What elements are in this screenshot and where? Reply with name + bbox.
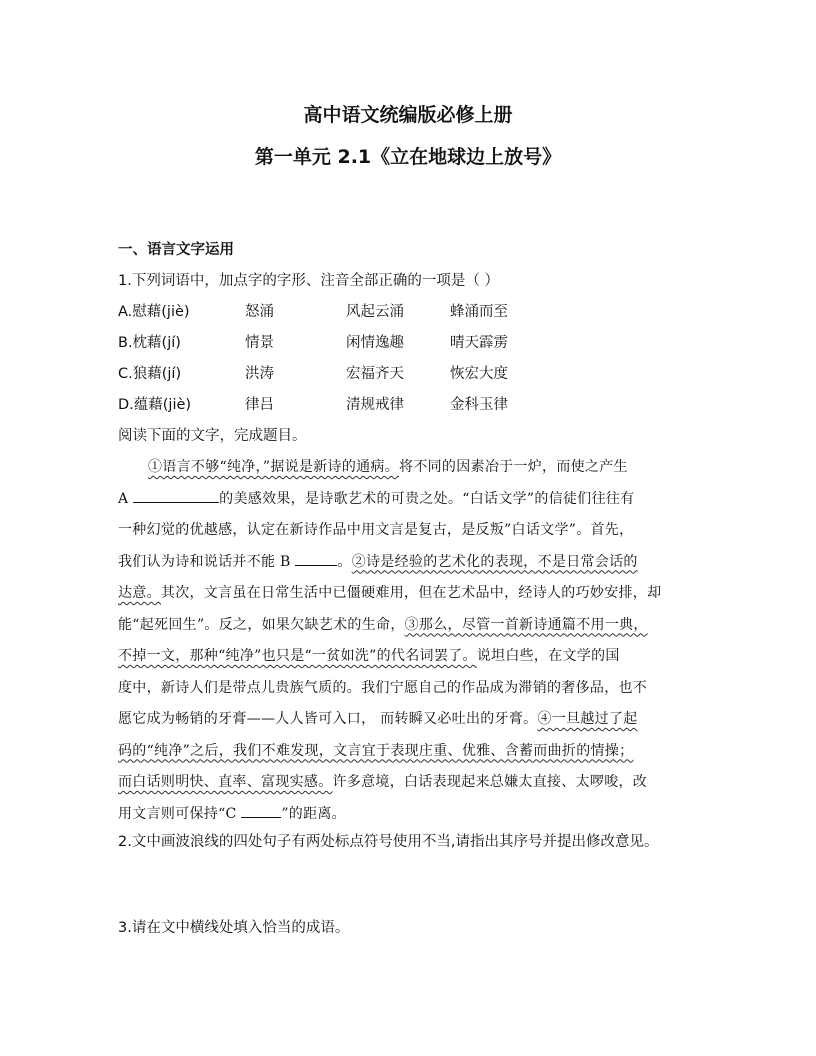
document-title: 高中语文统编版必修上册: [303, 104, 513, 126]
blank-c: [241, 801, 281, 818]
question-1-stem: 1.下列词语中，加点字的字形、注音全部正确的一项是（ ）: [118, 273, 499, 289]
option-word: 清规戒律: [346, 397, 404, 413]
option-word: 蜂涌而至: [450, 304, 508, 320]
passage-line: [118, 515, 700, 547]
passage-text: 一种幻觉的优越感，认定在新诗作品中用文言是复古，是反叛”白话文学”。首先，: [118, 522, 634, 538]
option-word: 律吕: [245, 397, 274, 413]
wavy-sentence-2: ②诗是经验的艺术化的表现，不是日常会话的: [351, 553, 638, 570]
option-word: 怒涌: [245, 304, 274, 320]
wavy-sentence-1: ①语言不够“纯净，”据说是新诗的通病。: [148, 459, 400, 475]
reading-passage: [118, 452, 700, 830]
document-subtitle: 第一单元 2.1《立在地球边上放号》: [254, 146, 562, 168]
option-word: 宏福齐天: [346, 366, 404, 382]
passage-line: [118, 452, 700, 484]
passage-line: [118, 578, 700, 610]
option-word: 恢宏大度: [450, 366, 508, 382]
passage-line: [118, 704, 700, 736]
passage-text: ”的距离。: [281, 805, 346, 822]
passage-text: 将不同的因素冶于一炉，而使之产生: [399, 459, 628, 475]
passage-text: 反之，如果欠缺艺术的生命，: [218, 616, 405, 633]
option-word: 晴天霹雳: [450, 335, 508, 351]
wavy-sentence-3-cont: 不掉一文，那种“纯净”也只是“一贫如洗”的代名词罢了。: [118, 648, 477, 664]
passage-line: [118, 799, 700, 831]
passage-line: [118, 547, 700, 579]
wavy-sentence-3: ③那么，尽管一首新诗通篇不用一典，: [404, 616, 648, 633]
option-word: 金科玉律: [450, 397, 508, 413]
blank-a: [133, 486, 219, 503]
wavy-sentence-4-end: 而白话则明快、直率、富现实感。: [118, 774, 333, 790]
question-2: 2.文中画波浪线的四处句子有两处标点符号使用不当,请指出其序号并提出修改意见。: [118, 834, 659, 850]
blank-c-label: 用文言则可保持“C: [118, 805, 242, 822]
option-label: C.狼藉(jí): [118, 366, 182, 382]
passage-text: 的美感效果，是诗歌艺术的可贵之处。“白话文学”的信徒们往往有: [219, 490, 635, 507]
wavy-sentence-4-cont: 码的“纯净”之后，我们不难发现，文言宜于表现庄重、优雅、含蓄而曲折的情操；: [118, 742, 634, 759]
passage-line: [118, 673, 700, 705]
passage-text: 能“起死回生”。: [118, 616, 219, 633]
option-label: D.蕴藉(jiè): [118, 397, 192, 413]
passage-text: 其次，文言虽在日常生活中已僵硬难用，但在艺术品中，经诗人的巧妙安排，却: [160, 585, 662, 601]
option-label: B.枕藉(jí): [118, 335, 181, 351]
passage-text: 。: [337, 553, 352, 570]
passage-line: [118, 736, 700, 768]
passage-text: 度中，新诗人们是带点儿贵族气质的。我们宁愿自己的作品成为滞销的奢侈品，也不: [118, 679, 648, 696]
passage-line: [118, 767, 700, 799]
passage-line: [118, 610, 700, 642]
reading-instruction: 阅读下面的文字，完成题目。: [118, 428, 307, 444]
section-heading: 一、语言文字运用: [118, 242, 234, 258]
option-word: 风起云涌: [346, 304, 404, 320]
passage-text: 说坦白些，在文学的国: [476, 648, 620, 664]
blank-a-label: A: [118, 490, 134, 507]
option-word: 闲情逸趣: [346, 335, 404, 351]
question-3: 3.请在文中横线处填入恰当的成语。: [118, 920, 350, 936]
passage-text: 愿它成为畅销的牙膏——人人皆可入口， 而转瞬又必吐出的牙膏。: [118, 711, 538, 727]
passage-line: [118, 641, 700, 673]
option-label: A.慰藉(jiè): [118, 304, 190, 320]
passage-line: [118, 484, 700, 516]
passage-text: 许多意境，白话表现起来总嫌太直接、太啰唆，改: [332, 774, 648, 790]
option-word: 洪涛: [245, 366, 274, 382]
option-word: 情景: [245, 335, 274, 351]
blank-b: [295, 549, 337, 566]
wavy-sentence-2-cont: 达意。: [118, 585, 161, 601]
blank-b-label: 我们认为诗和说话并不能 B: [118, 553, 296, 570]
wavy-sentence-4: ④一旦越过了起: [537, 711, 638, 727]
